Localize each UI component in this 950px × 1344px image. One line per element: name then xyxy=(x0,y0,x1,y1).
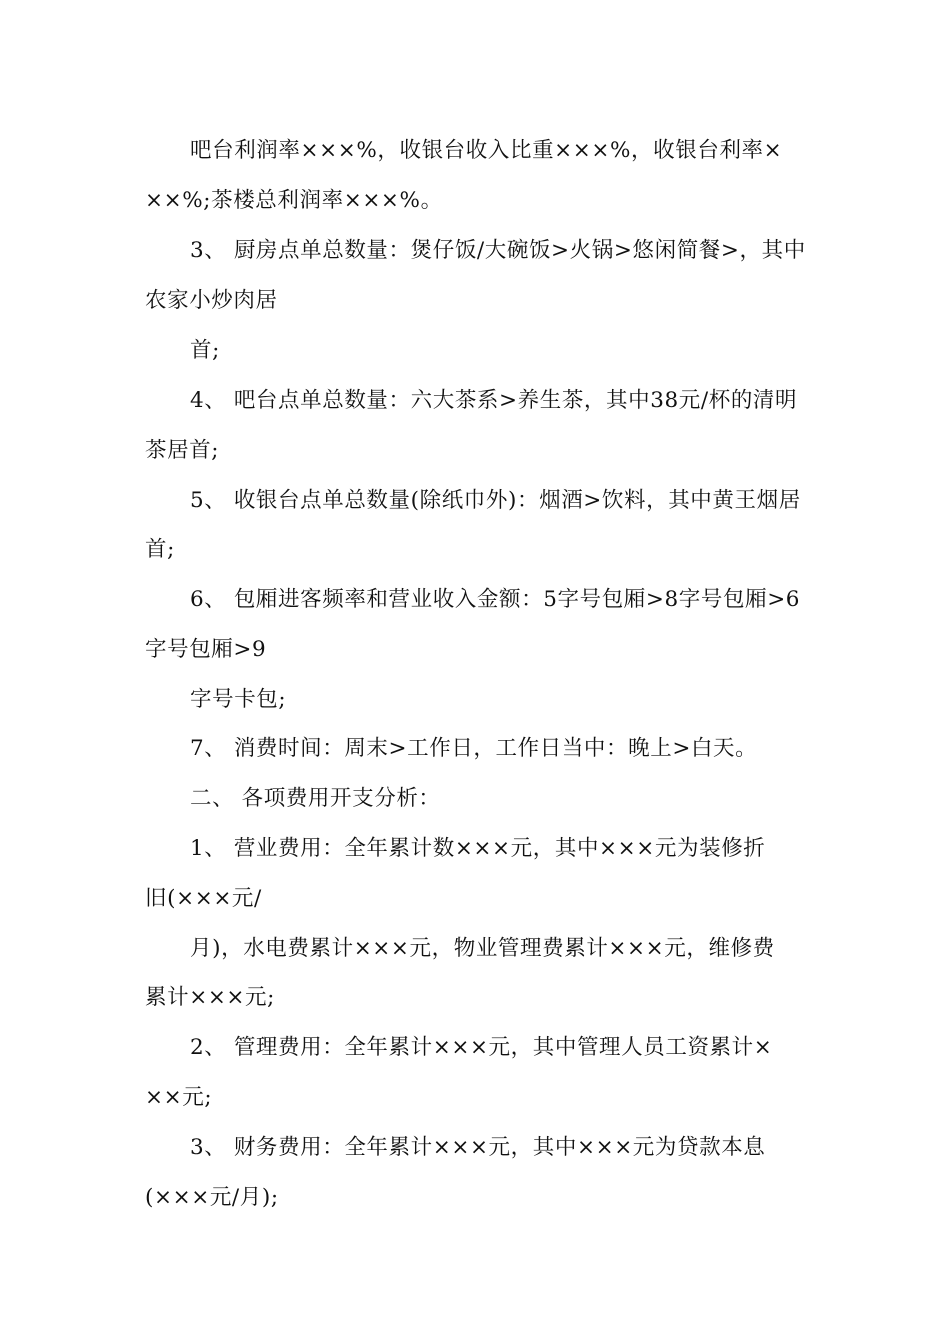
text-line: ××元; xyxy=(145,1085,213,1110)
text-line: 3、 厨房点单总数量：煲仔饭/大碗饭>火锅>悠闲简餐>，其中 xyxy=(190,238,806,263)
section-heading: 二、 各项费用开支分析： xyxy=(190,786,441,811)
text-line: 旧(×××元/ xyxy=(145,886,262,911)
text-line: 累计×××元; xyxy=(145,985,275,1010)
text-line: 1、 营业费用：全年累计数×××元，其中×××元为装修折 xyxy=(190,836,766,861)
text-line: 吧台利润率×××%，收银台收入比重×××%，收银台利率× xyxy=(190,138,783,163)
text-line: 字号包厢>9 xyxy=(145,637,267,662)
text-line: (×××元/月); xyxy=(145,1185,279,1210)
text-line: ××%;茶楼总利润率×××%。 xyxy=(145,188,443,213)
text-line: 4、 吧台点单总数量：六大茶系>养生茶，其中38元/杯的清明 xyxy=(190,388,798,413)
text-line: 6、 包厢进客频率和营业收入金额：5字号包厢>8字号包厢>6 xyxy=(190,587,801,612)
text-line: 月)，水电费累计×××元，物业管理费累计×××元，维修费 xyxy=(190,936,775,961)
text-line: 7、 消费时间：周末>工作日，工作日当中：晚上>白天。 xyxy=(190,736,758,761)
text-line: 首; xyxy=(145,537,175,562)
text-line: 农家小炒肉居 xyxy=(145,288,278,313)
text-line: 茶居首; xyxy=(145,438,220,463)
text-line: 首; xyxy=(190,338,220,363)
text-line: 5、 收银台点单总数量(除纸巾外)：烟酒>饮料，其中黄王烟居 xyxy=(190,488,801,513)
text-line: 2、 管理费用：全年累计×××元，其中管理人员工资累计× xyxy=(190,1035,773,1060)
text-line: 3、 财务费用：全年累计×××元，其中×××元为贷款本息 xyxy=(190,1135,766,1160)
text-line: 字号卡包; xyxy=(190,687,287,712)
